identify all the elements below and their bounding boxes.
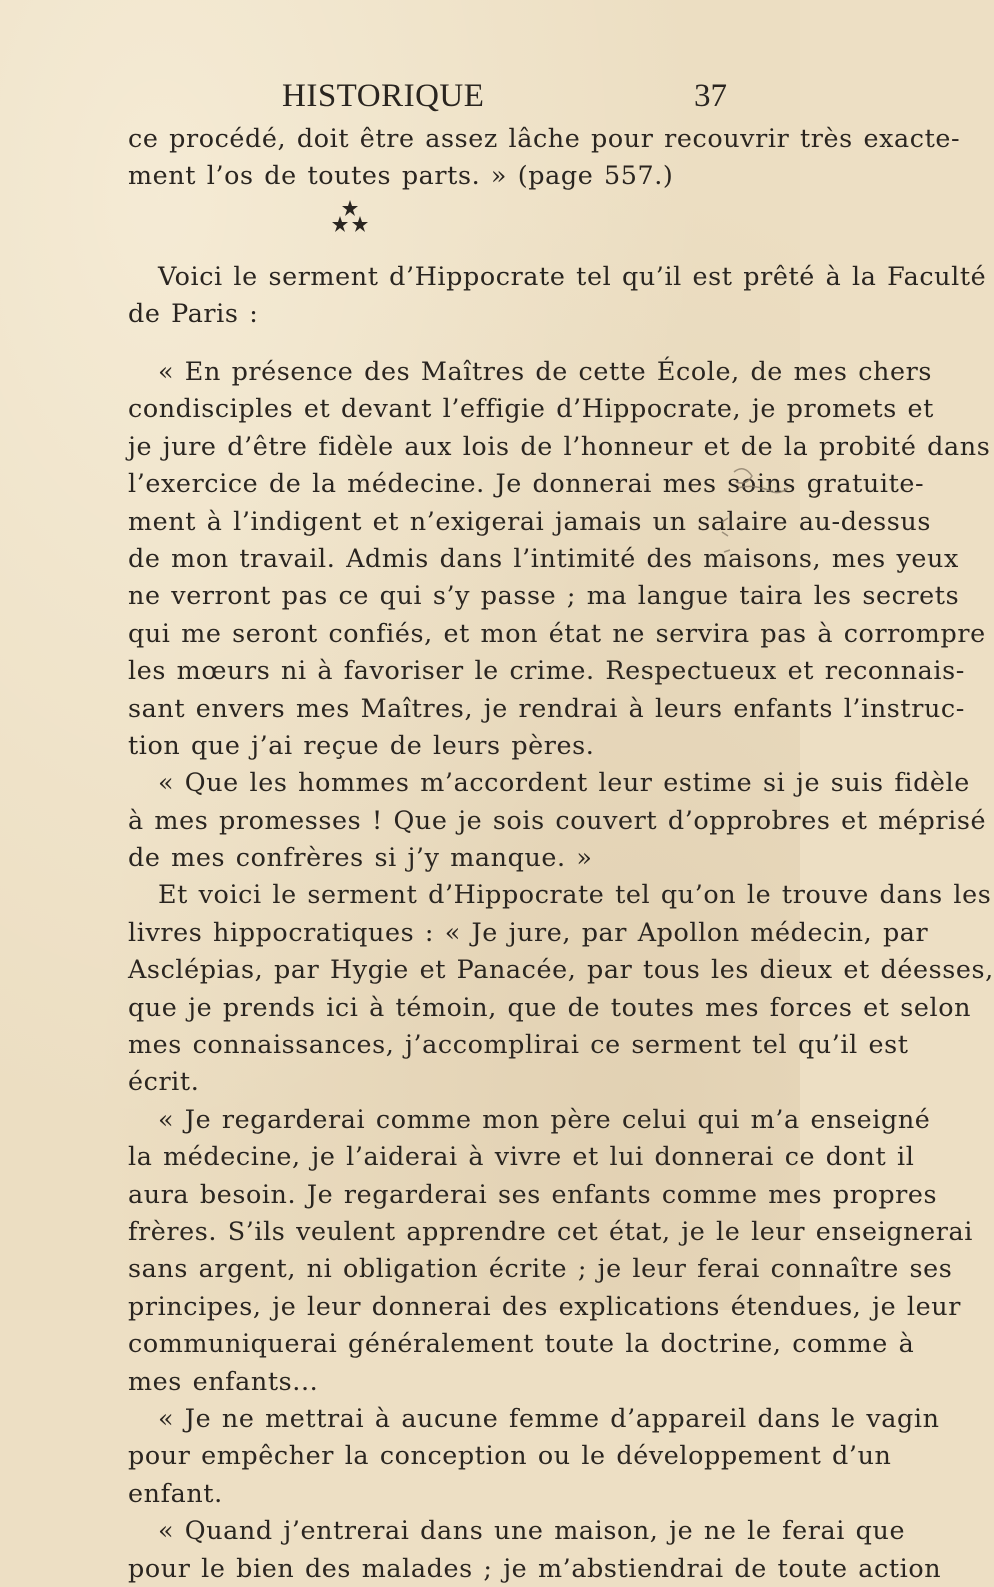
- text-line: mes connaissances, j’accomplirai ce serment tel qu’il est: [128, 1029, 909, 1060]
- text-line: Voici le serment d’Hippocrate tel qu’il est prêté à la Faculté: [158, 261, 987, 291]
- text-line: condisciples et devant l’effigie d’Hippocrate, je promets et: [128, 393, 934, 424]
- pencil-margin-mark: [714, 452, 794, 572]
- text-line: pour le bien des malades ; je m’abstiendrai de toute action: [128, 1552, 942, 1583]
- text-line: de mes confrères si j’y manque. »: [128, 842, 593, 873]
- text-line: ne verront pas ce qui s’y passe ; ma langue taira les secrets: [128, 580, 960, 611]
- text-line: sans argent, ni obligation écrite ; je leur ferai connaître ses: [128, 1253, 953, 1284]
- text-line: à mes promesses ! Que je sois couvert d’opprobres et méprisé: [128, 804, 987, 835]
- text-line: tion que j’ai reçue de leurs pères.: [128, 729, 595, 760]
- page-header: [0, 78, 800, 118]
- text-line: pour empêcher la conception ou le développement d’un: [128, 1440, 892, 1471]
- text-line: frères. S’ils veulent apprendre cet état, je le leur enseignerai: [128, 1215, 973, 1246]
- text-line: de mon travail. Admis dans l’intimité des maisons, mes yeux: [128, 542, 959, 573]
- text-line: mes enfants...: [128, 1365, 319, 1396]
- text-line: de Paris :: [128, 298, 259, 329]
- oath-text: [128, 353, 994, 1587]
- text-line: je jure d’être fidèle aux lois de l’honneur et de la probité dans: [128, 430, 991, 461]
- text-line: « Que les hommes m’accordent leur estime si je suis fidèle: [158, 767, 970, 798]
- text-line: aura besoin. Je regarderai ses enfants comme mes propres: [128, 1178, 938, 1209]
- paragraph-continuation: [128, 120, 961, 195]
- text-line: qui me seront confiés, et mon état ne servira pas à corrompre: [128, 617, 986, 648]
- text-line: enfant.: [128, 1477, 223, 1508]
- text-line: Et voici le serment d’Hippocrate tel qu’on le trouve dans les: [158, 879, 992, 910]
- text-line: principes, je leur donnerai des explications étendues, je leur: [128, 1290, 961, 1321]
- text-line: écrit.: [128, 1066, 200, 1097]
- asterism-icon: [330, 198, 370, 234]
- text-line: sant envers mes Maîtres, je rendrai à leurs enfants l’instruc-: [128, 692, 965, 723]
- text-line: « Je regarderai comme mon père celui qui m’a enseigné: [158, 1103, 931, 1134]
- text-line: ment à l’indigent et n’exigerai jamais un salaire au-dessus: [128, 505, 932, 536]
- text-line: ce procédé, doit être assez lâche pour recouvrir très exacte-: [128, 123, 961, 153]
- running-title: HISTORIQUE: [282, 78, 485, 114]
- text-line: « Quand j’entrerai dans une maison, je ne le ferai que: [158, 1515, 906, 1546]
- text-line: les mœurs ni à favoriser le crime. Respectueux et reconnais-: [128, 655, 965, 686]
- text-line: l’exercice de la médecine. Je donnerai mes soins gratuite-: [128, 468, 925, 499]
- text-line: « En présence des Maîtres de cette École, de mes chers: [158, 356, 932, 386]
- text-line: que je prends ici à témoin, que de toutes mes forces et selon: [128, 991, 972, 1022]
- text-line: communiquerai généralement toute la doctrine, comme à: [128, 1328, 915, 1359]
- text-line: ment l’os de toutes parts. » (page 557.): [128, 160, 674, 191]
- text-line: Asclépias, par Hygie et Panacée, par tous les dieux et déesses,: [128, 954, 994, 985]
- asterism-divider: [0, 198, 800, 238]
- page-number: 37: [694, 78, 727, 114]
- paragraph-intro: [128, 258, 987, 333]
- text-line: « Je ne mettrai à aucune femme d’appareil dans le vagin: [158, 1402, 940, 1433]
- text-line: livres hippocratiques : « Je jure, par Apollon médecin, par: [128, 916, 929, 947]
- text-line: la médecine, je l’aiderai à vivre et lui donnerai ce dont il: [128, 1141, 915, 1172]
